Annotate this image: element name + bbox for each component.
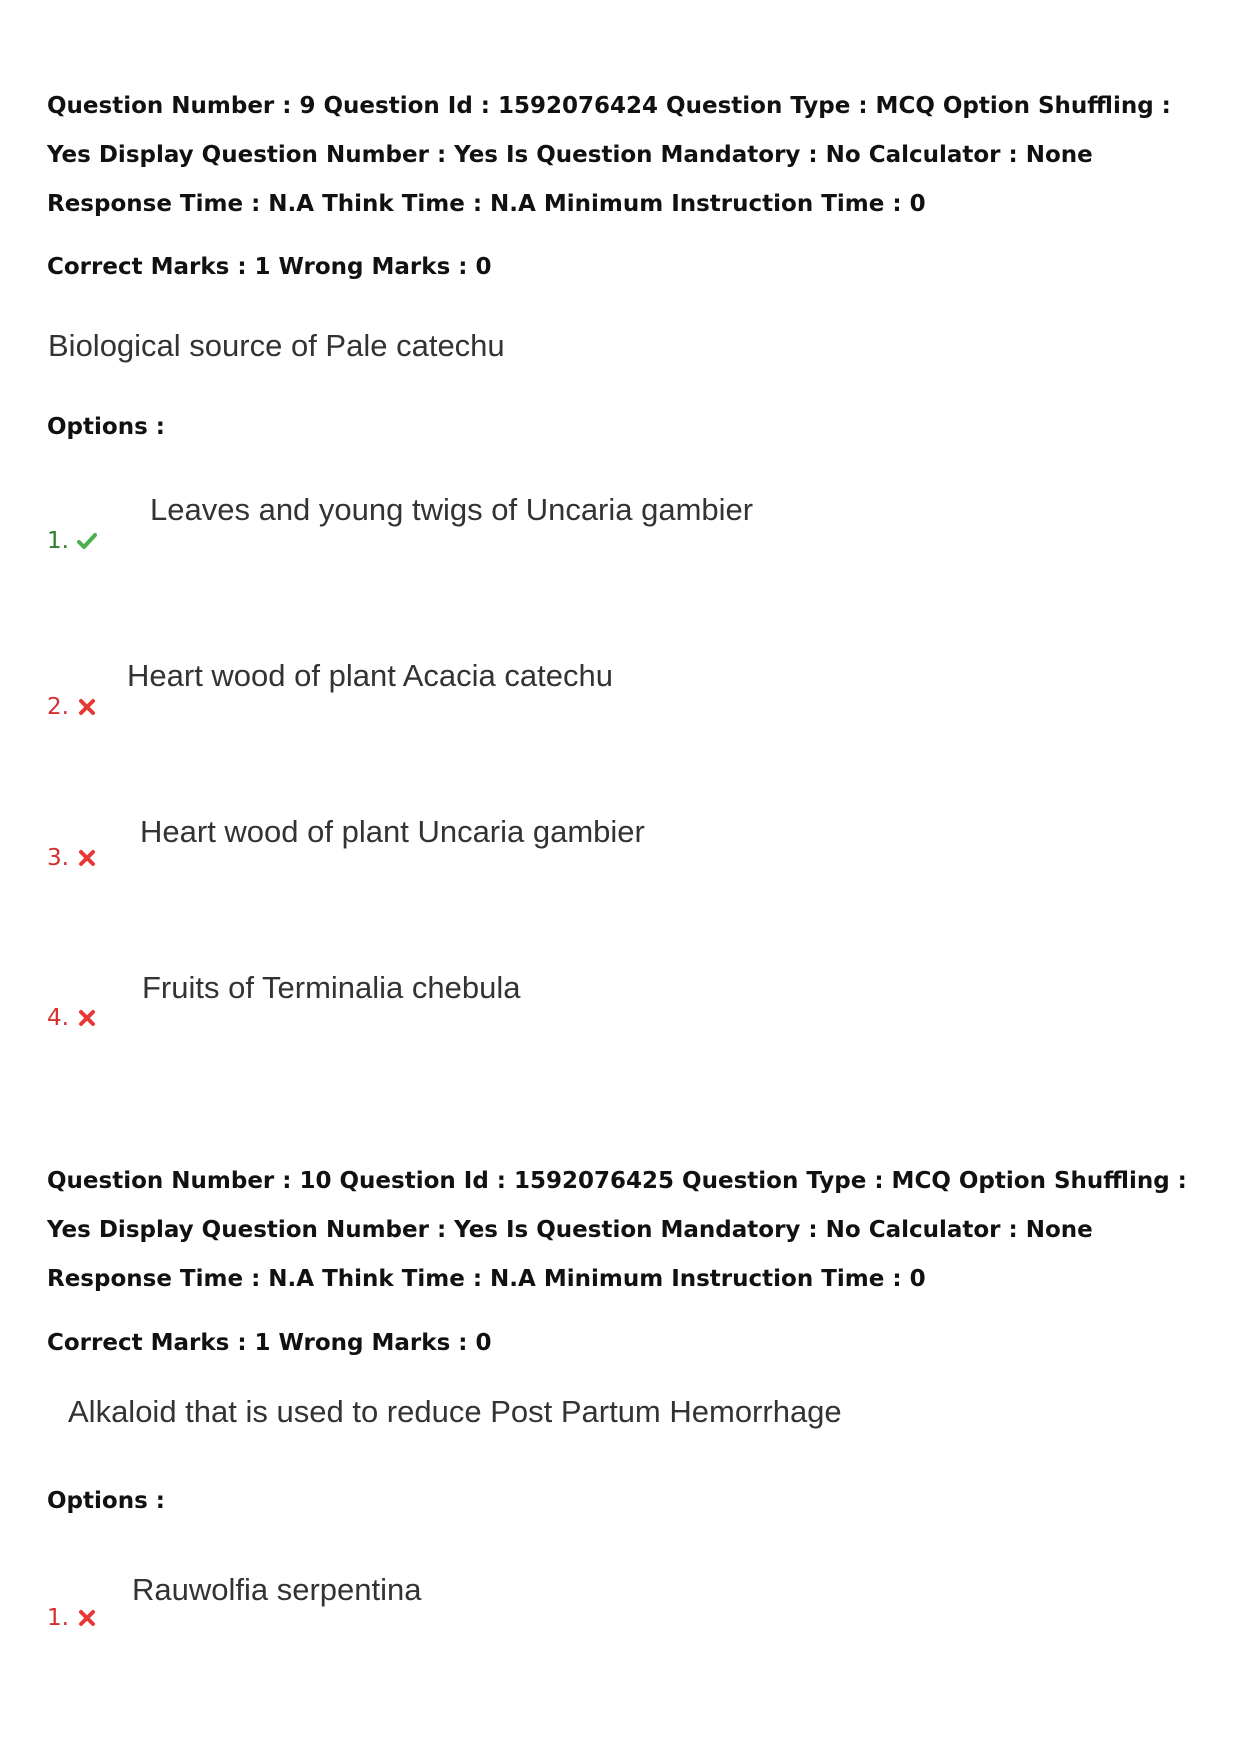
- cross-icon: [77, 1608, 97, 1628]
- options-label: Options :: [47, 414, 165, 440]
- option-text: Leaves and young twigs of Uncaria gambier: [150, 492, 754, 527]
- option-number: 3.: [47, 845, 97, 871]
- option-text: Heart wood of plant Acacia catechu: [127, 658, 613, 693]
- option-text: Rauwolfia serpentina: [132, 1572, 422, 1607]
- option-number: 1.: [47, 528, 97, 554]
- question-marks: Correct Marks : 1 Wrong Marks : 0: [47, 1330, 492, 1356]
- option-text: Heart wood of plant Uncaria gambier: [140, 814, 645, 849]
- cross-icon: [77, 1008, 97, 1028]
- question-meta: Question Number : 9 Question Id : 1592076424 Question Type : MCQ Option Shuffling : Yes Display Question Number : Yes Is Question Mandatory : No Calculator : None Response Time : N.A Think Time : N.A Minimum Instruction Time : 0: [47, 93, 1171, 217]
- option-number: 1.: [47, 1605, 97, 1631]
- options-label: Options :: [47, 1488, 165, 1514]
- cross-icon: [77, 848, 97, 868]
- question-marks: Correct Marks : 1 Wrong Marks : 0: [47, 254, 492, 280]
- option-number: 4.: [47, 1005, 97, 1031]
- question-text: Biological source of Pale catechu: [48, 328, 505, 363]
- question-text: Alkaloid that is used to reduce Post Partum Hemorrhage: [68, 1394, 842, 1429]
- question-meta: Question Number : 10 Question Id : 1592076425 Question Type : MCQ Option Shuffling : Yes Display Question Number : Yes Is Question Mandatory : No Calculator : None Response Time : N.A Think Time : N.A Minimum Instruction Time : 0: [47, 1168, 1187, 1292]
- option-text: Fruits of Terminalia chebula: [142, 970, 521, 1005]
- cross-icon: [77, 697, 97, 717]
- option-number: 2.: [47, 694, 97, 720]
- check-icon: [77, 531, 97, 551]
